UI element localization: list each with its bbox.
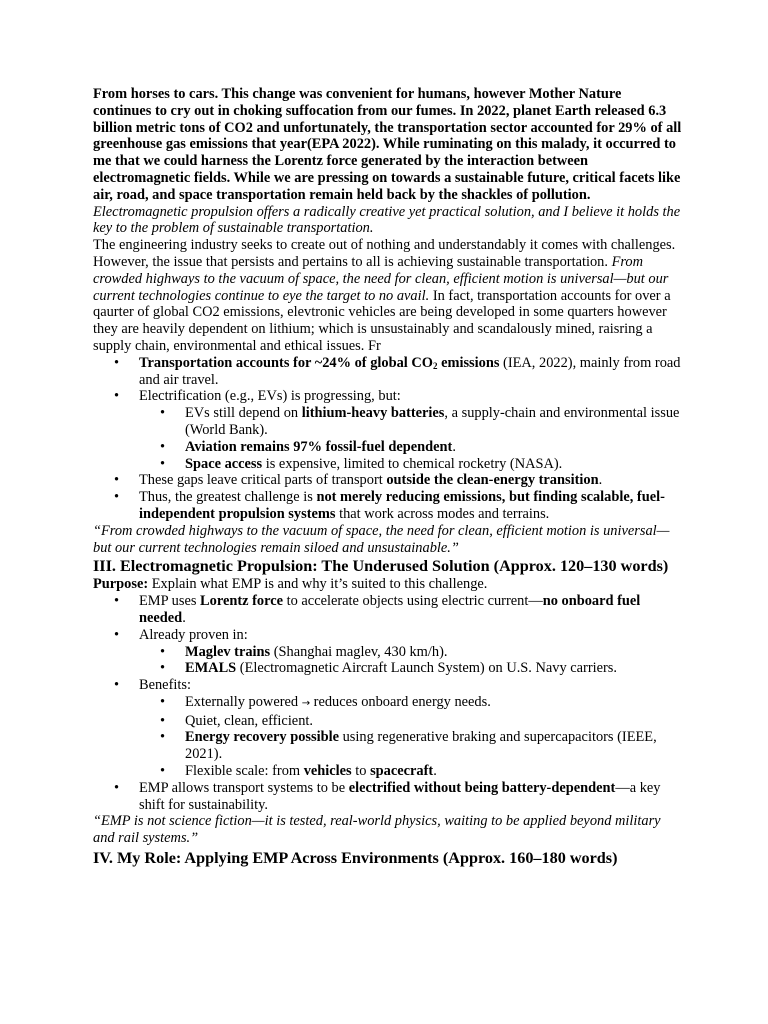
bullet-text: EMP allows transport systems to be — [139, 779, 349, 796]
bullet-text: Flexible scale: from — [185, 763, 304, 780]
list-item — [93, 627, 683, 677]
list-item — [139, 660, 683, 677]
list-item — [139, 729, 683, 763]
intro-paragraph — [93, 86, 683, 237]
document-page — [93, 86, 683, 868]
purpose-text: Explain what EMP is and why it’s suited to this challenge. — [148, 576, 488, 593]
quote-text: “From crowded highways to the vacuum of space, the need for clean, efficient motion is universal—but our current technologies remain siloed and unsustainable.” — [93, 522, 670, 556]
right-arrow-icon: → — [301, 697, 311, 709]
intro-italic-text: Electromagnetic propulsion offers a radically creative yet practical solution, and I believe it holds the key to the problem of sustainable transportation. — [93, 203, 681, 237]
bullet-text: —a key shift for sustainability. — [139, 779, 661, 813]
bullet-bold: emissions — [437, 354, 500, 371]
bullet-text: (IEA, 2022), mainly from road and air travel. — [139, 354, 681, 388]
bullet-bold: vehicles — [303, 763, 352, 780]
list-item — [93, 489, 683, 523]
sub-bullet-list — [139, 644, 683, 678]
bullet-bold: Space access — [185, 455, 263, 472]
bullet-text: . — [433, 763, 437, 780]
transport-paragraph — [93, 237, 683, 355]
bullet-bold: Transportation accounts for ~24% of global CO — [139, 354, 433, 371]
list-item — [139, 644, 683, 661]
bullet-bold: Lorentz force — [200, 593, 284, 610]
quote-text: “EMP is not science fiction—it is tested, real-world physics, waiting to be applied beyond military and rail systems.” — [93, 813, 661, 847]
list-item — [139, 405, 683, 439]
bullet-text: Quiet, clean, efficient. — [185, 712, 313, 729]
transport-text-2: In fact, transportation accounts for over a qaurter of global CO2 emissions, elevtronic vehicles are being developed in some quarters however they are heavily dependent on lithium; which is unsustainably and scandalously mined, raisring a supply chain, environmental and ethical issues. Fr — [93, 287, 671, 354]
bullet-text: using regenerative braking and supercapacitors (IEEE, 2021). — [185, 729, 657, 763]
bullet-bold: spacecraft — [370, 763, 434, 780]
bullet-bold: not merely reducing emissions, but finding scalable, fuel-independent propulsion systems — [139, 489, 665, 522]
quote-emp — [93, 813, 683, 847]
bullet-text: . — [182, 609, 186, 626]
bullet-text: to accelerate objects using electric current— — [283, 593, 543, 610]
bullet-bold: EMALS — [185, 660, 237, 677]
bullet-text: Electrification (e.g., EVs) is progressing, but: — [139, 388, 401, 405]
bullet-text: reduces onboard energy needs. — [310, 693, 491, 710]
bullet-bold: Energy recovery possible — [185, 729, 340, 746]
bullet-bold: Aviation remains 97% fossil-fuel dependent — [185, 438, 453, 455]
list-item — [93, 472, 683, 489]
bullet-text: is expensive, limited to chemical rocketry (NASA). — [262, 455, 563, 472]
bullet-text: Thus, the greatest challenge is — [139, 489, 317, 506]
challenge-bullet-list — [93, 355, 683, 523]
bullet-bold: Maglev trains — [185, 643, 271, 660]
intro-bold-text: From horses to cars. This change was convenient for humans, however Mother Nature continues to cry out in choking suffocation from our fumes. In 2022, planet Earth released 6.3 billion metric tons of CO2 and unfortunately, the transportation sector accounted for 29% of all greenhouse gas emissions that year(EPA 2022). While ruminating on this malady, it occurred to me that we could harness the Lorentz force generated by the interaction between electromagnetic fields. While we are pressing on towards a sustainable future, critical facets like air, road, and space transportation remain held back by the shackles of pollution. — [93, 86, 682, 203]
bullet-text: EMP uses — [139, 593, 201, 610]
bullet-text: Benefits: — [139, 677, 191, 694]
purpose-label: Purpose: — [93, 576, 149, 593]
transport-text-1: The engineering industry seeks to create out of nothing and understandably it comes with challenges. However, the issue that persists and pertains to all is achieving sustainable transportation. — [93, 237, 676, 270]
sub-bullet-list — [139, 405, 683, 472]
list-item — [139, 763, 683, 780]
list-item — [93, 388, 683, 472]
bullet-text: . — [452, 438, 456, 455]
bullet-text: to — [351, 763, 371, 780]
bullet-text: . — [598, 472, 603, 489]
bullet-text: These gaps leave critical parts of transport — [139, 472, 387, 489]
bullet-text: Already proven in: — [139, 626, 248, 643]
list-item — [139, 713, 683, 730]
bullet-text: , a supply-chain and environmental issue (World Bank). — [185, 405, 680, 438]
section-3-heading: III. Electromagnetic Propulsion: The Underused Solution (Approx. 120–130 words) — [93, 557, 669, 576]
bullet-bold: lithium-heavy batteries — [301, 405, 445, 422]
bullet-text: that work across modes and terrains. — [335, 505, 550, 522]
bullet-bold: no onboard fuel needed — [139, 593, 641, 626]
list-item — [139, 439, 683, 456]
bullet-text: (Shanghai maglev, 430 km/h). — [270, 643, 448, 660]
bullet-text: (Electromagnetic Aircraft Launch System) on U.S. Navy carriers. — [236, 660, 618, 677]
purpose-line — [93, 576, 683, 593]
sub-bullet-list — [139, 694, 683, 780]
bullet-bold: electrified without being battery-dependent — [348, 779, 616, 796]
section-4-heading: IV. My Role: Applying EMP Across Environments (Approx. 160–180 words) — [93, 849, 618, 868]
quote-highways — [93, 523, 683, 557]
bullet-text: EVs still depend on — [185, 405, 302, 422]
list-item — [139, 694, 683, 713]
subscript: 2 — [432, 360, 438, 371]
list-item — [93, 677, 683, 780]
list-item — [93, 355, 683, 389]
list-item — [93, 593, 683, 627]
bullet-bold: outside the clean-energy transition — [386, 472, 599, 489]
list-item — [139, 456, 683, 473]
bullet-text: Externally powered — [185, 693, 302, 710]
emp-bullet-list — [93, 593, 683, 813]
transport-italic: From crowded highways to the vacuum of space, the need for clean, efficient motion is universal—but our current technologies continue to eye the target to no avail. — [93, 253, 669, 304]
list-item — [93, 780, 683, 814]
